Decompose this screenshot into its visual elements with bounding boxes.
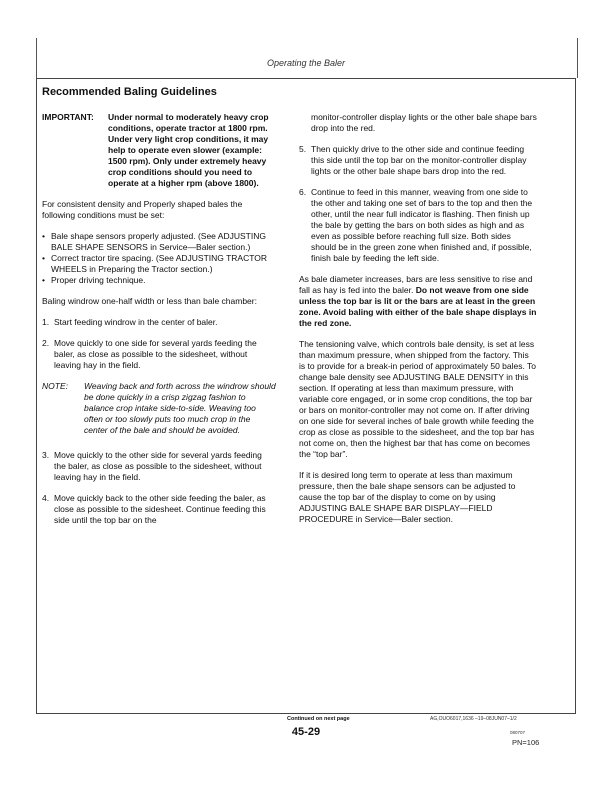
step-6: 6. Continue to feed in this manner, weaving from one side to the other and taking one set of bars to the top and then the other, until the near full indicator is flashing. Then finish up the bale by getting the bars on both sides as high and as even as possible before reaching full size. Both sides should be in the green zone when finished and, if possible, finish bale by feeding the left side. [299, 187, 533, 263]
list-item: • Proper driving technique. [42, 275, 146, 285]
running-header: Operating the Baler [266, 58, 346, 68]
weave-warning: Do not weave from one side unless the top bar is lit or the bars are at least in the green zone. Avoid baling with either of the bale shape displays in the red zone. [299, 285, 537, 328]
conditions-list [42, 231, 276, 286]
document-id: AG,OUO6017,1636 –19–08JUN07–1/2 [430, 716, 517, 722]
conditions-intro: For consistent density and Properly shaped bales the following conditions must be set: [42, 199, 243, 220]
step-5: 5. Then quickly drive to the other side and continue feeding this side until the top bar on the monitor-controller display lights or the other bale shape bars drop into the red. [299, 144, 527, 176]
section-title: Recommended Baling Guidelines [42, 86, 217, 98]
important-label: IMPORTANT: [42, 112, 94, 122]
pn-number: PN=106 [512, 738, 540, 747]
date-code: 080707 [510, 730, 526, 735]
bar-sensitivity-paragraph: As bale diameter increases, bars are less sensitive to rise and fall as hay is fed into the baler. Do not weave from one side unless the top bar is lit or the bars are at least in the green zone. Avoid baling with either of the bale shape displays in the red zone. [299, 274, 537, 328]
long-term-pressure-paragraph: If it is desired long term to operate at less than maximum pressure, then the bale shape sensors can be adjusted to cause the top bar of the display to come on by using ADJUSTING BALE SHAPE BAR DISPLAY—FIELD PROCEDURE in Service—Baler section. [299, 470, 516, 524]
note-block [42, 381, 276, 436]
note-label: NOTE: [42, 381, 68, 391]
note-text: Weaving back and forth across the windrow should be done quickly in a crisp zigzag fashion to balance crop intake side-to-side. Weaving too often or too slowly puts too much crop in the center of the bale and should be avoided. [84, 381, 276, 435]
continued-note: Continued on next page [287, 716, 350, 722]
step-4: 4. Move quickly back to the other side feeding the baler, as close as possible to the sidesheet. Continue feeding this side until the top bar on the [42, 493, 266, 525]
step-3: 3. Move quickly to the other side for several yards feeding the baler, as close as possible to the sidesheet, without leaving hay in the field. [42, 450, 262, 482]
important-block [42, 112, 276, 189]
step-1: 1. Start feeding windrow in the center of baler. [42, 317, 218, 327]
list-item: • Bale shape sensors properly adjusted. (See ADJUSTING BALE SHAPE SENSORS in Service—Baler section.) [42, 231, 266, 252]
page-number: 45-29 [291, 726, 321, 738]
step-4-continuation: monitor-controller display lights or the other bale shape bars drop into the red. [311, 112, 537, 133]
windrow-intro: Baling windrow one-half width or less than bale chamber: [42, 296, 257, 306]
list-item: • Correct tractor tire spacing. (See ADJUSTING TRACTOR WHEELS in Preparing the Tractor section.) [42, 253, 268, 274]
important-text: Under normal to moderately heavy crop conditions, operate tractor at 1800 rpm. Under very light crop conditions, it may help to operate even slower (example: 1500 rpm). Only under extremely heavy crop conditions should you need to operate at a higher rpm (above 1800). [108, 112, 269, 188]
tensioning-valve-paragraph: The tensioning valve, which controls bale density, is set at less than maximum pressure, when shipped from the factory. This is to provide for a break-in period of approximately 50 bales. To change bale density see ADJUSTING BALE DENSITY in this section. If operating at less than maximum pressure, with variable core engaged, or in some crop conditions, the top bar or bars on monitor-controller may not come on. If after driving on one side for several inches of bale growth while feeding the crop as close as possible to the sidesheet, and the top bar has not come on, then the highest bar that has come on becomes the “top bar”. [299, 339, 537, 459]
right-column [299, 112, 537, 535]
step-2: 2. Move quickly to one side for several yards feeding the baler, as close as possible to the sidesheet, without leaving hay in the field. [42, 338, 257, 370]
left-column [42, 112, 276, 536]
